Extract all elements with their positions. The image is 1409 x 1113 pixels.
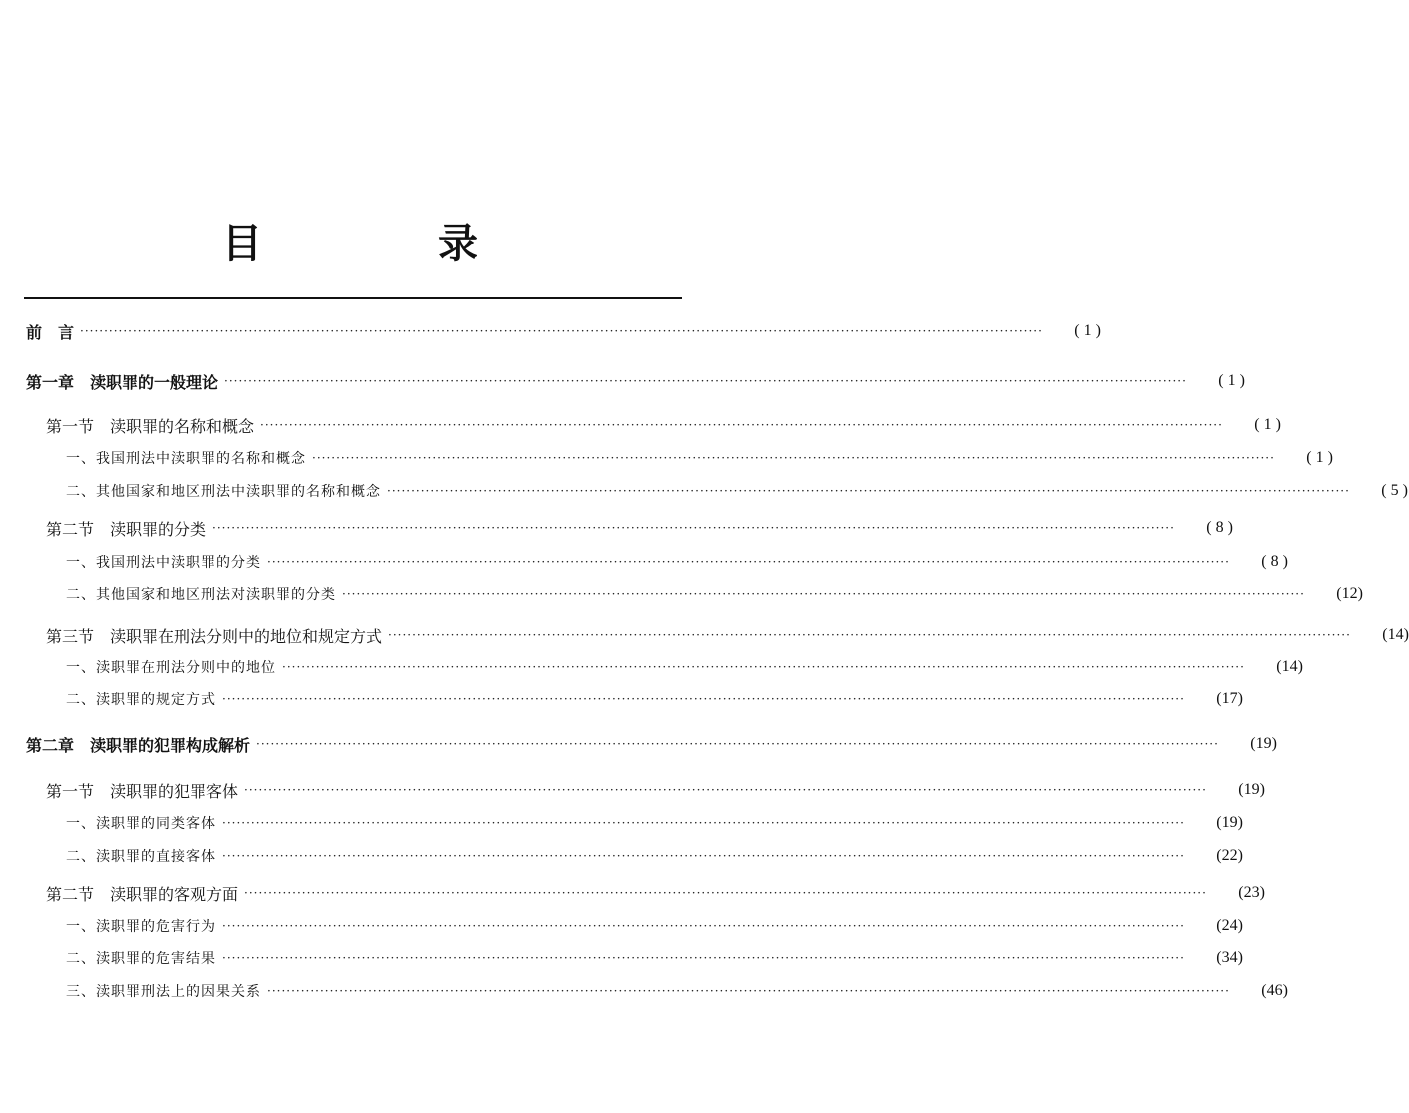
toc-leader-dots: ········································································································································································································ <box>267 984 1230 998</box>
toc-section-entry[interactable] <box>0 515 1233 541</box>
toc-section-entry[interactable] <box>0 777 1265 803</box>
toc-page-number: (14) <box>1382 626 1409 643</box>
toc-section-entry[interactable] <box>0 412 1281 438</box>
toc-subsection-entry[interactable] <box>0 843 1243 869</box>
toc-page-number: (34) <box>1216 949 1243 966</box>
page-title: 目 录 <box>222 221 546 267</box>
toc-leader-dots: ········································································································································································································ <box>282 660 1245 674</box>
toc-entry-label: 第二节 渎职罪的客观方面 <box>46 884 239 904</box>
toc-page-number: (14) <box>1276 658 1303 675</box>
toc-entry-label: 第二章 渎职罪的犯罪构成解析 <box>26 735 251 755</box>
toc-entry-label: 第三节 渎职罪在刑法分则中的地位和规定方式 <box>46 626 383 646</box>
toc-page-number: (24) <box>1216 917 1243 934</box>
toc-page-number: (19) <box>1238 781 1265 798</box>
toc-leader-dots: ········································································································································································································ <box>222 919 1185 933</box>
toc-subsection-entry[interactable] <box>0 478 1408 504</box>
toc-entry-label: 二、渎职罪的规定方式 <box>66 692 216 708</box>
toc-page-number: (19) <box>1250 735 1277 752</box>
toc-chapter-entry[interactable] <box>0 368 1245 394</box>
toc-entry-label: 一、渎职罪在刑法分则中的地位 <box>66 660 276 676</box>
toc-leader-dots: ········································································································································································································ <box>222 849 1185 863</box>
toc-leader-dots: ········································································································································································································ <box>312 451 1275 465</box>
toc-leader-dots: ········································································································································································································ <box>244 886 1207 900</box>
toc-subsection-entry[interactable] <box>0 654 1303 680</box>
toc-leader-dots: ········································································································································································································ <box>222 816 1185 830</box>
toc-leader-dots: ········································································································································································································ <box>267 555 1230 569</box>
toc-page-number: ( 8 ) <box>1206 519 1233 536</box>
toc-page-number: ( 5 ) <box>1381 482 1408 499</box>
toc-entry-label: 第二节 渎职罪的分类 <box>46 519 207 539</box>
toc-page-number: (23) <box>1238 884 1265 901</box>
toc-leader-dots: ········································································································································································································ <box>342 587 1305 601</box>
toc-entry-label: 前 言 <box>26 322 75 342</box>
toc-entry-label: 二、渎职罪的危害结果 <box>66 951 216 967</box>
toc-entry-label: 一、渎职罪的危害行为 <box>66 919 216 935</box>
toc-page-number: (19) <box>1216 814 1243 831</box>
toc-leader-dots: ········································································································································································································ <box>222 951 1185 965</box>
toc-subsection-entry[interactable] <box>0 945 1243 971</box>
toc-section-entry[interactable] <box>0 622 1409 648</box>
toc-subsection-entry[interactable] <box>0 549 1288 575</box>
toc-page-number: ( 8 ) <box>1261 553 1288 570</box>
toc-page-number: (12) <box>1336 585 1363 602</box>
toc-page-number: ( 1 ) <box>1254 416 1281 433</box>
toc-page-number: (17) <box>1216 690 1243 707</box>
toc-entry-label: 二、其他国家和地区刑法中渎职罪的名称和概念 <box>66 484 381 500</box>
toc-entry-label: 第一章 渎职罪的一般理论 <box>26 372 219 392</box>
toc-leader-dots: ········································································································································································································ <box>224 374 1187 388</box>
toc-entry-label: 一、我国刑法中渎职罪的分类 <box>66 555 261 571</box>
toc-page-number: ( 1 ) <box>1074 322 1101 339</box>
toc-page-number: (46) <box>1261 982 1288 999</box>
toc-chapter-entry[interactable] <box>0 318 1101 344</box>
toc-entry-label: 三、渎职罪刑法上的因果关系 <box>66 984 261 1000</box>
toc-leader-dots: ········································································································································································································ <box>222 692 1185 706</box>
toc-leader-dots: ········································································································································································································ <box>256 737 1219 751</box>
toc-entry-label: 一、渎职罪的同类客体 <box>66 816 216 832</box>
toc-subsection-entry[interactable] <box>0 445 1333 471</box>
toc-page-number: ( 1 ) <box>1218 372 1245 389</box>
toc-section-entry[interactable] <box>0 880 1265 906</box>
toc-leader-dots: ········································································································································································································ <box>80 324 1043 338</box>
toc-leader-dots: ········································································································································································································ <box>260 418 1223 432</box>
toc-entry-label: 二、其他国家和地区刑法对渎职罪的分类 <box>66 587 336 603</box>
toc-subsection-entry[interactable] <box>0 810 1243 836</box>
toc-leader-dots: ········································································································································································································ <box>387 484 1350 498</box>
toc-page-number: (22) <box>1216 847 1243 864</box>
toc-leader-dots: ········································································································································································································ <box>244 783 1207 797</box>
toc-subsection-entry[interactable] <box>0 978 1288 1004</box>
toc-entry-label: 二、渎职罪的直接客体 <box>66 849 216 865</box>
toc-entry-label: 第一节 渎职罪的名称和概念 <box>46 416 255 436</box>
toc-leader-dots: ········································································································································································································ <box>212 521 1175 535</box>
toc-entry-label: 一、我国刑法中渎职罪的名称和概念 <box>66 451 306 467</box>
toc-chapter-entry[interactable] <box>0 731 1277 757</box>
toc-subsection-entry[interactable] <box>0 913 1243 939</box>
toc-subsection-entry[interactable] <box>0 686 1243 712</box>
toc-page-number: ( 1 ) <box>1306 449 1333 466</box>
toc-subsection-entry[interactable] <box>0 581 1363 607</box>
toc-leader-dots: ········································································································································································································ <box>388 628 1351 642</box>
toc-entry-label: 第一节 渎职罪的犯罪客体 <box>46 781 239 801</box>
